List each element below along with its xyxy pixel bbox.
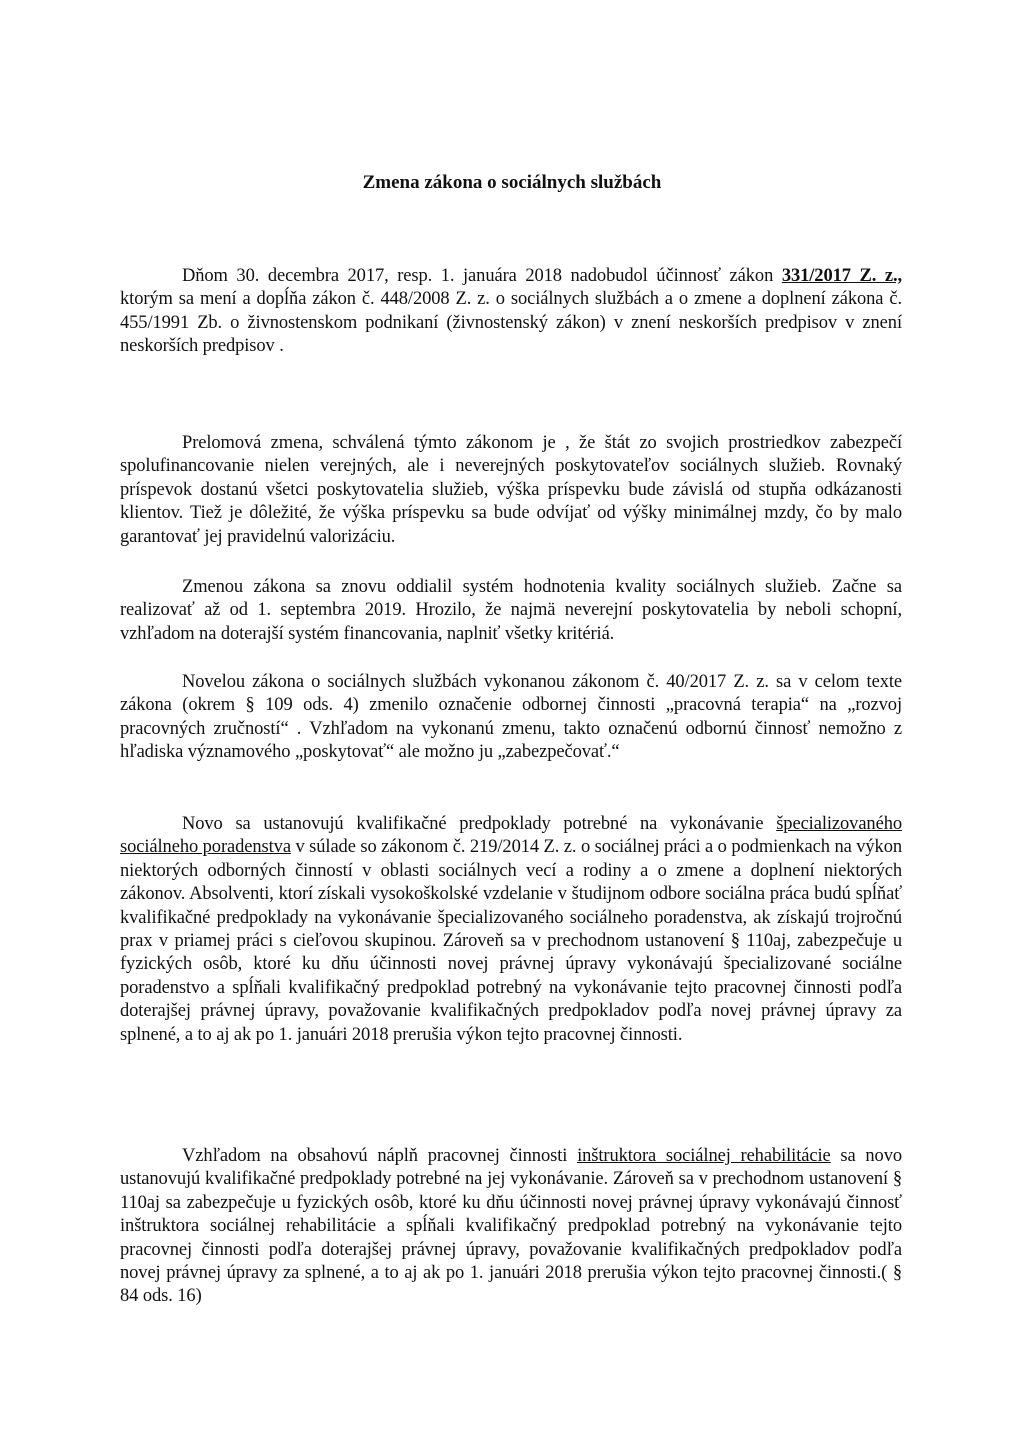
paragraph-text: sa novo ustanovujú kvalifikačné predpoklady potrebné na jej vykonávanie. Zároveň sa v prechodnom ustanovení § 110aj sa zabezpečuje u fyzických osôb, ktoré ku dňu účinnosti novej právnej úpravy vykonávajú činnosť inštruktora sociálnej rehabilitácie a spĺňali kvalifikačný predpoklad potrebný na vykonávanie tejto pracovnej činnosti podľa doterajšej právnej úpravy, považovanie kvalifikačných predpokladov podľa novej právnej úpravy za splnené, a to aj ak po 1. januári 2018 prerušia výkon tejto pracovnej činnosti.( § 84 ods. 16) [120, 1146, 902, 1307]
paragraph-amendment-terminology: Novelou zákona o sociálnych službách vykonanou zákonom č. 40/2017 Z. z. sa v celom texte zákona (okrem § 109 ods. 4) zmenilo označenie odbornej činnosti „pracovná terapia“ na „rozvoj pracovných zručností“ . Vzhľadom na vykonanú zmenu, takto označenú odbornú činnosť nemožno z hľadiska významového „poskytovať“ ale možno ju „zabezpečovať.“ [120, 672, 902, 763]
paragraph-text: v súlade so zákonom č. 219/2014 Z. z. o sociálnej práci a o podmienkach na výkon niektorých odborných činností v oblasti sociálnych vecí a rodiny a o zmene a doplnení niektorých zákonov. Absolventi, ktorí získali vysokoškolské vzdelanie v študijnom odbore sociálna práca budú spĺňať kvalifikačné predpoklady na vykonávanie špecializovaného sociálneho poradenstva, ak získajú trojročnú prax v priamej práci s cieľovou skupinou. Zároveň sa v prechodnom ustanovení § 110aj, zabezpečuje u fyzických osôb, ktoré ku dňu účinnosti novej právnej úpravy vykonávajú špecializované sociálne poradenstvo a spĺňali kvalifikačný predpoklad potrebný na vykonávanie tejto pracovnej činnosti podľa doterajšej právnej úpravy, považovanie kvalifikačných predpokladov podľa novej právnej úpravy za splnené, a to aj ak po 1. januári 2018 prerušia výkon tejto pracovnej činnosti. [120, 837, 902, 1045]
paragraph-text: ktorým sa mení a dopĺňa zákon č. 448/2008 Z. z. o sociálnych službách a o zmene a doplnení zákona č. 455/1991 Zb. o živnostenskom podnikaní (živnostenský zákon) v znení neskorších predpisov v znení neskorších predpisov . [120, 289, 902, 357]
paragraph-financing-change: Prelomová zmena, schválená týmto zákonom je , že štát zo svojich prostriedkov zabezpečí spolufinancovanie nielen verejných, ale i neverejných poskytovateľov sociálnych služieb. Rovnaký príspevok dostanú všetci poskytovatelia služieb, výška príspevku bude závislá od stupňa odkázanosti klientov. Tiež je dôležité, že výška príspevku sa bude odvíjať od výšky minimálnej mzdy, čo by malo garantovať jej pravidelnú valorizáciu. [120, 433, 902, 547]
paragraph-rehabilitation-instructor [120, 1145, 902, 1309]
paragraph-specialized-counseling [120, 813, 902, 1047]
paragraph-text: Novo sa ustanovujú kvalifikačné predpoklady potrebné na vykonávanie [182, 814, 777, 834]
paragraph-quality-evaluation: Zmenou zákona sa znovu oddialil systém hodnotenia kvality sociálnych služieb. Začne sa realizovať až od 1. septembra 2019. Hrozilo, že najmä neverejní poskytovatelia by neboli schopní, vzhľadom na doterajší systém financovania, naplniť všetky kritériá. [120, 577, 902, 644]
paragraph-text: Dňom 30. decembra 2017, resp. 1. januára 2018 nadobudol účinnosť zákon [182, 266, 782, 286]
specialized-counseling-link[interactable]: špecializovaného sociálneho poradenstva [120, 814, 902, 858]
document-title: Zmena zákona o sociálnych službách [362, 172, 662, 193]
paragraph-effective-date [120, 265, 902, 359]
rehabilitation-instructor-link[interactable]: inštruktora sociálnej rehabilitácie [577, 1146, 831, 1166]
law-reference-link[interactable]: 331/2017 Z. z., [781, 266, 902, 286]
paragraph-text: Vzhľadom na obsahovú náplň pracovnej činnosti [182, 1146, 578, 1166]
